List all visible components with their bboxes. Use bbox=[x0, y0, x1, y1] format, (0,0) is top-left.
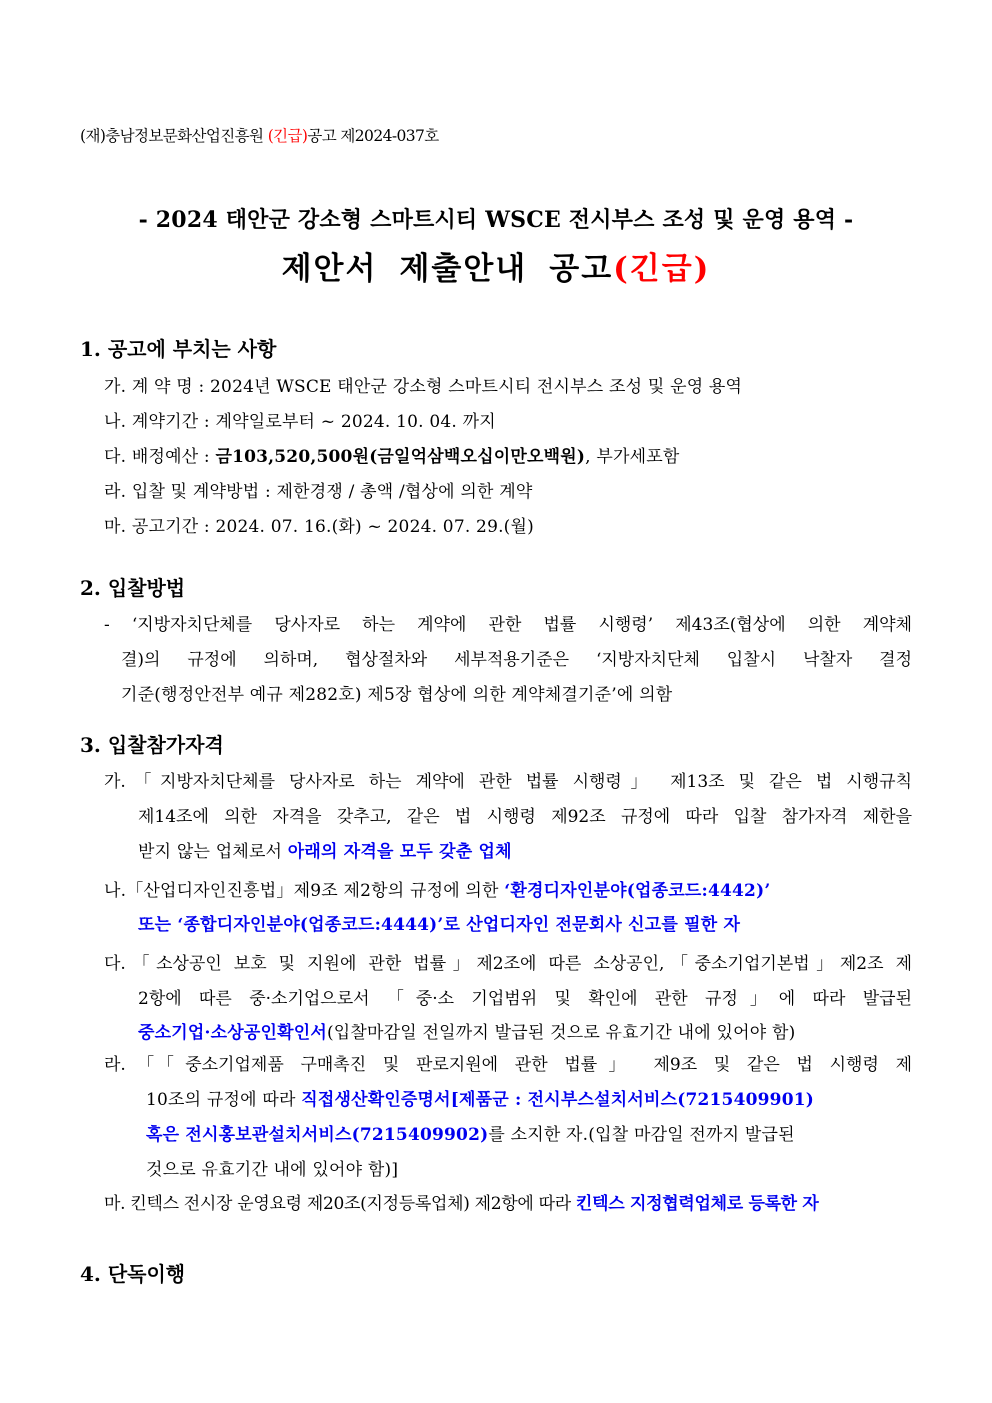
qualification-c-line-1: 다.「소상공인 보호 및 지원에 관한 법률」제2조에 따른 소상공인,「중소기업기본법」제2조 제 bbox=[104, 954, 912, 974]
section-4-heading: 4. 단독이행 bbox=[80, 1262, 186, 1286]
urgent-tag: (긴급) bbox=[267, 127, 308, 145]
project-subtitle: - 2024 태안군 강소형 스마트시티 WSCE 전시부스 조성 및 운영 용역 - bbox=[138, 207, 854, 233]
notice-number: 공고 제2024-037호 bbox=[307, 127, 439, 145]
qualification-d-line-1: 라.「「중소기업제품 구매촉진 및 판로지원에 관한 법률」 제9조 및 같은 법 시행령 제 bbox=[104, 1055, 912, 1075]
bid-method-text-line-3: 기준(행정안전부 예규 제282호) 제5장 협상에 의한 계약체결기준’에 의함 bbox=[121, 685, 673, 705]
qualification-b-emphasis-2: 또는 ‘종합디자인분야(업종코드:4444)’로 산업디자인 전문회사 신고를 필한 자 bbox=[138, 915, 741, 935]
notice-period: 마. 공고기간 : 2024. 07. 16.(화) ~ 2024. 07. 29.(월) bbox=[104, 517, 534, 537]
bid-method-text-line-2: 결)의 규정에 의하며, 협상절차와 세부적용기준은 ‘지방자치단체 입찰시 낙찰자 결정 bbox=[121, 650, 912, 670]
qualification-e-line-1 bbox=[104, 1189, 819, 1214]
title-urgent-tag: (긴급) bbox=[613, 251, 711, 287]
qualification-d-text-2: 를 소지한 자.(입찰 마감일 전까지 발급된 bbox=[488, 1125, 795, 1145]
qualification-d-line-4: 것으로 유효기간 내에 있어야 함)] bbox=[146, 1160, 399, 1180]
section-2-heading: 2. 입찰방법 bbox=[80, 576, 186, 600]
bid-method-text-line-1: - ‘지방자치단체를 당사자로 하는 계약에 관한 법률 시행령’ 제43조(협상에 의한 계약체 bbox=[104, 615, 912, 635]
qualification-c-emphasis: 중소기업·소상공인확인서 bbox=[138, 1023, 327, 1043]
budget-label: 다. 배정예산 : bbox=[104, 447, 216, 467]
organization-name: (재)충남정보문화산업진흥원 bbox=[80, 127, 268, 145]
qualification-a-line-3 bbox=[138, 837, 512, 862]
section-1-heading: 1. 공고에 부치는 사항 bbox=[80, 337, 277, 361]
budget-vat-note: , 부가세포함 bbox=[585, 447, 680, 467]
qualification-a-emphasis: 아래의 자격을 모두 갖춘 업체 bbox=[287, 842, 512, 862]
bid-method: 라. 입찰 및 계약방법 : 제한경쟁 / 총액 /협상에 의한 계약 bbox=[104, 482, 533, 502]
qualification-d-emphasis-2: 혹은 전시홍보관설치서비스(7215409902) bbox=[146, 1125, 489, 1145]
qualification-a-line-1: 가.「지방자치단체를 당사자로 하는 계약에 관한 법률 시행령」 제13조 및 같은 법 시행규칙 bbox=[104, 772, 912, 792]
title-word-2: 제출안내 bbox=[399, 251, 528, 287]
qualification-d-text-1: 10조의 규정에 따라 bbox=[146, 1090, 302, 1110]
page-title bbox=[0, 243, 992, 288]
qualification-d-emphasis-1: 직접생산확인증명서[제품군 : 전시부스설치서비스(7215409901) bbox=[301, 1090, 814, 1110]
qualification-c-text: (입찰마감일 전일까지 발급된 것으로 유효기간 내에 있어야 함) bbox=[326, 1023, 796, 1043]
notice-number-line bbox=[80, 124, 439, 146]
budget-amount: 금103,520,500원(금일억삼백오십이만오백원) bbox=[215, 447, 586, 467]
qualification-d-line-2 bbox=[146, 1085, 814, 1110]
qualification-a-text: 받지 않는 업체로서 bbox=[138, 842, 288, 862]
qualification-e-emphasis: 킨텍스 지정협력업체로 등록한 자 bbox=[575, 1194, 819, 1214]
qualification-c-line-2: 2항에 따른 중·소기업으로서 「중·소 기업범위 및 확인에 관한 규정」에 따라 발급된 bbox=[138, 989, 912, 1009]
qualification-a-line-2: 제14조에 의한 자격을 갖추고, 같은 법 시행령 제92조 규정에 따라 입찰 참가자격 제한을 bbox=[138, 807, 912, 827]
budget-line bbox=[104, 442, 679, 467]
qualification-b-emphasis-1: ‘환경디자인분야(업종코드:4442)’ bbox=[504, 881, 771, 901]
contract-period: 나. 계약기간 : 계약일로부터 ~ 2024. 10. 04. 까지 bbox=[104, 412, 496, 432]
section-3-heading: 3. 입찰참가자격 bbox=[80, 733, 224, 757]
qualification-e-text: 마. 킨텍스 전시장 운영요령 제20조(지정등록업체) 제2항에 따라 bbox=[104, 1194, 576, 1214]
qualification-b-line-1 bbox=[104, 876, 770, 901]
qualification-b-text: 나.「산업디자인진흥법」제9조 제2항의 규정에 의한 bbox=[104, 881, 505, 901]
title-word-3: 공고 bbox=[549, 251, 614, 287]
qualification-d-line-3 bbox=[146, 1120, 795, 1145]
qualification-c-line-3 bbox=[138, 1018, 795, 1043]
contract-name: 가. 계 약 명 : 2024년 WSCE 태안군 강소형 스마트시티 전시부스 조성 및 운영 용역 bbox=[104, 377, 743, 397]
title-word-1: 제안서 bbox=[281, 251, 378, 287]
